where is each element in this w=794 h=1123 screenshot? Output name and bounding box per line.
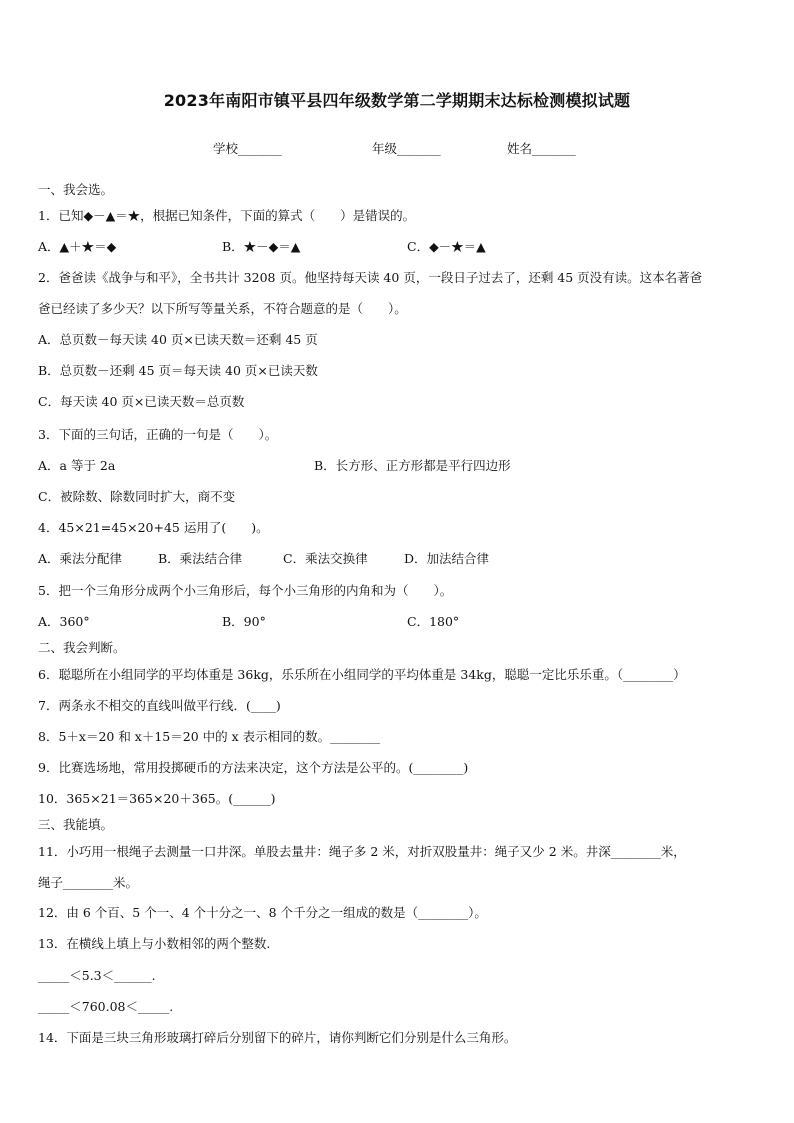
option-c: C．乘法交换律	[283, 551, 368, 566]
name-field: 姓名_______	[507, 141, 576, 156]
option-a: A．a 等于 2a	[38, 458, 116, 473]
student-info-row	[0, 139, 794, 159]
school-field: 学校_______	[213, 141, 282, 156]
option-d: D．加法结合律	[404, 551, 490, 566]
grade-field: 年级_______	[372, 141, 441, 156]
option-b: B．长方形、正方形都是平行四边形	[314, 458, 511, 473]
option-b: B．乘法结合律	[158, 551, 243, 566]
option-b: B．★－◆＝▲	[222, 239, 301, 254]
option-c: C．180°	[407, 614, 460, 629]
option-a: A．▲＋★＝◆	[38, 239, 117, 254]
option-c: C．◆－★＝▲	[407, 239, 486, 254]
option-b: B．90°	[222, 614, 266, 629]
option-a: A．360°	[38, 614, 90, 629]
exam-page: 2023年南阳市镇平县四年级数学第二学期期末达标检测模拟试题 学校_______ 年级_______ 姓名_______ 一、我会选。 1．已知◆－▲＝★，根据已知条件，下面的算式（ ）是错误的。 A．▲＋★＝◆ B．★－◆＝▲ C．◆－★＝▲ 2．爸爸读《战争与和平》，全书共计 3208 页。他坚持每天读 40 页，一段日子过去了，还剩 45 页没有读。这本名著爸 爸已经读了多少天？以下所写等量关系，不符合题意的是（ ）。 A．总页数－每天读 40 页×已读天数＝还剩 45 页 B．总页数－还剩 45 页＝每天读 40 页×已读天数 C．每天读 40 页×已读天数＝总页数 3．下面的三句话，正确的一句是（ ）。 A．a 等于 2a B．长方形、正方形都是平行四边形 C．被除数、除数同时扩大，商不变 4．45×21=45×20+45 运用了( )。 A．乘法分配律 B．乘法结合律 C．乘法交换律 D．加法结合律 5．把一个三角形分成两个小三角形后，每个小三角形的内角和为（ ）。 A．360° B．90° C．180° 二、我会判断。 6．聪聪所在小组同学的平均体重是 36kg，乐乐所在小组同学的平均体重是 34kg，聪聪一定比乐乐重。（________） 7．两条永不相交的直线叫做平行线．(____) 8．5＋x＝20 和 x＋15＝20 中的 x 表示相同的数。________ 9．比赛选场地，常用投掷硬币的方法来决定，这个方法是公平的。(________) 10．365×21＝365×20＋365。(______) 三、我能填。 11．小巧用一根绳子去测量一口井深。单股去量井：绳子多 2 米，对折双股量井：绳子又少 2 米。井深________米， 绳子________米。 12．由 6 个百、5 个一、4 个十分之一、8 个千分之一组成的数是（________）。 13．在横线上填上与小数相邻的两个整数. _____＜5.3＜______. _____＜760.08＜_____. 14．下面是三块三角形玻璃打碎后分别留下的碎片，请你判断它们分别是什么三角形。	[0, 0, 794, 1123]
option-a: A．乘法分配律	[38, 551, 123, 566]
page-title: 2023年南阳市镇平县四年级数学第二学期期末达标检测模拟试题	[163, 91, 631, 110]
